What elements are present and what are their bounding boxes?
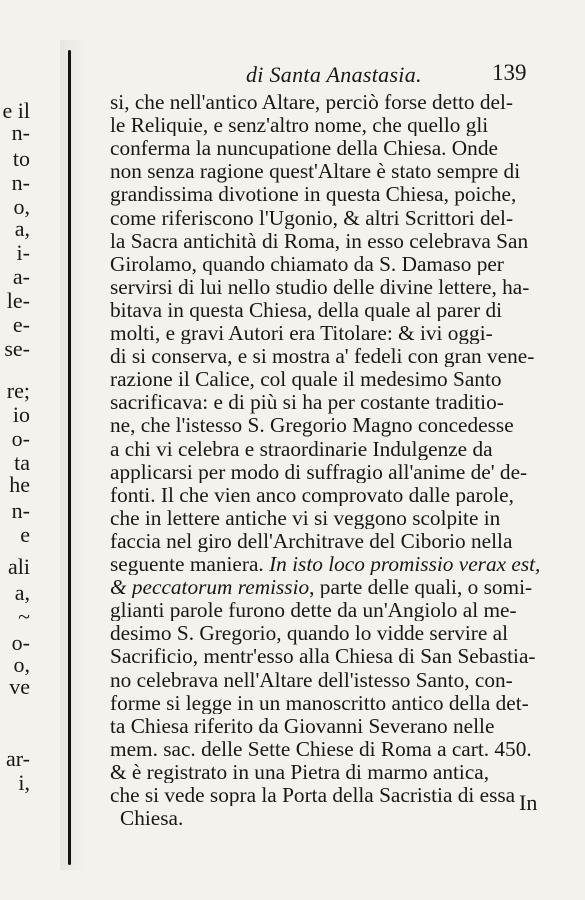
- facing-page-fragment: ta: [14, 452, 30, 474]
- binding-gutter-line: [68, 50, 71, 865]
- facing-page-fragment: e il: [2, 100, 30, 122]
- facing-page-fragment: o,: [13, 654, 30, 676]
- text-line: bitava in questa Chiesa, della quale al parer di: [110, 299, 503, 322]
- facing-page-fragment: i,: [18, 772, 30, 794]
- facing-page-fragment: i-: [16, 242, 30, 264]
- facing-page-fragment: n-: [11, 122, 30, 144]
- text-line: ta Chiesa riferito da Giovanni Severano nelle: [110, 715, 495, 737]
- facing-page-fragment: se-: [4, 338, 30, 360]
- text-line: applicarsi per modo di suffragio all'anime de' de-: [110, 461, 528, 483]
- text-line: come riferiscono l'Ugonio, & altri Scrittori del-: [110, 207, 514, 229]
- running-head: di Santa Anastasia.: [246, 62, 422, 87]
- facing-page-fragment: he: [9, 474, 30, 496]
- catchword: In: [519, 790, 538, 815]
- text-line: glianti parole furono dette da un'Angiolo al me-: [110, 600, 517, 622]
- facing-page-fragment: re;: [6, 380, 30, 402]
- text-line: faccia nel giro dell'Architrave del Ciborio nella: [110, 530, 513, 553]
- text-line: grandissima divotione in questa Chiesa, poiche,: [110, 184, 517, 206]
- facing-page-fragment: ali: [8, 556, 30, 578]
- text-line: non senza ragione quest'Altare è stato sempre di: [110, 161, 521, 183]
- page-number: 139: [492, 60, 527, 85]
- facing-page-fragment: o-: [11, 632, 30, 654]
- facing-page-fragment: to: [12, 148, 30, 170]
- facing-page-fragment: a,: [14, 582, 30, 604]
- text-line: si, che nell'antico Altare, perciò forse detto del-: [110, 92, 513, 114]
- facing-page-fragment: io: [12, 404, 30, 426]
- text-line: molti, e gravi Autori era Titolare: & ivi oggi-: [110, 323, 493, 345]
- text-line: desimo S. Gregorio, quando lo vidde servire al: [110, 623, 509, 645]
- facing-page-fragment: n-: [11, 172, 30, 194]
- text-line: servirsi di lui nello studio delle divine lettere, ha-: [110, 276, 530, 299]
- facing-page-fragment: ve: [9, 676, 30, 698]
- text-line: & peccatorum remissio, parte delle quali, o somi-: [110, 577, 533, 599]
- facing-page-fragment: a-: [12, 266, 30, 288]
- text-line: fonti. Il che vien anco comprovato dalle parole,: [110, 484, 514, 506]
- text-line: razione il Calice, col quale il medesimo Santo: [110, 369, 502, 391]
- latin-inscription: In isto loco promissio verax est,: [269, 554, 540, 576]
- gutter-shadow: [60, 40, 86, 870]
- text-line: mem. sac. delle Sette Chiese di Roma a cart. 450.: [110, 738, 532, 761]
- facing-page-fragment: o,: [13, 196, 30, 218]
- facing-page-fragment: le-: [6, 290, 30, 312]
- facing-page-fragment: o-: [11, 428, 30, 450]
- facing-page-fragment: ar-: [6, 748, 30, 770]
- text-line: ne, che l'istesso S. Gregorio Magno concedesse: [110, 415, 514, 437]
- text-line: la Sacra antichità di Roma, in esso celebrava San: [110, 230, 529, 252]
- text-line: di si conserva, e si mostra a' fedeli con gran vene-: [110, 346, 535, 368]
- facing-page-fragment: a,: [14, 218, 30, 240]
- latin-inscription: & peccatorum remissio: [110, 577, 310, 599]
- text-line: che si vede sopra la Porta della Sacristia di essa: [110, 785, 516, 807]
- facing-page-fragment: e: [20, 524, 30, 546]
- text-line: sacrificava: e di più si ha per costante traditio-: [110, 392, 504, 414]
- text-line: le Reliquie, e senz'altro nome, che quello gli: [110, 115, 489, 137]
- text-line: Girolamo, quando chiamato da S. Damaso per: [110, 253, 504, 275]
- facing-page-fragment: n-: [11, 500, 30, 522]
- text-line: no celebrava nell'Altare dell'istesso Santo, con-: [110, 669, 513, 691]
- text-line: forme si legge in un manoscritto antico della det-: [110, 692, 529, 714]
- text-line: che in lettere antiche vi si veggono scolpite in: [110, 507, 501, 530]
- facing-page-fragment: ~: [18, 606, 30, 628]
- text-line: & è registrato in una Pietra di marmo antica,: [110, 761, 490, 784]
- text-line: seguente maniera. In isto loco promissio verax est,: [110, 554, 540, 576]
- text-line: Sacrificio, mentr'esso alla Chiesa di San Sebastia-: [110, 646, 536, 668]
- text-line: conferma la nuncupatione della Chiesa. Onde: [110, 138, 498, 160]
- text-line: Chiesa.: [120, 808, 184, 830]
- text-line: a chi vi celebra e straordinarie Indulgenze da: [110, 438, 493, 460]
- facing-page-fragment: e-: [12, 314, 30, 336]
